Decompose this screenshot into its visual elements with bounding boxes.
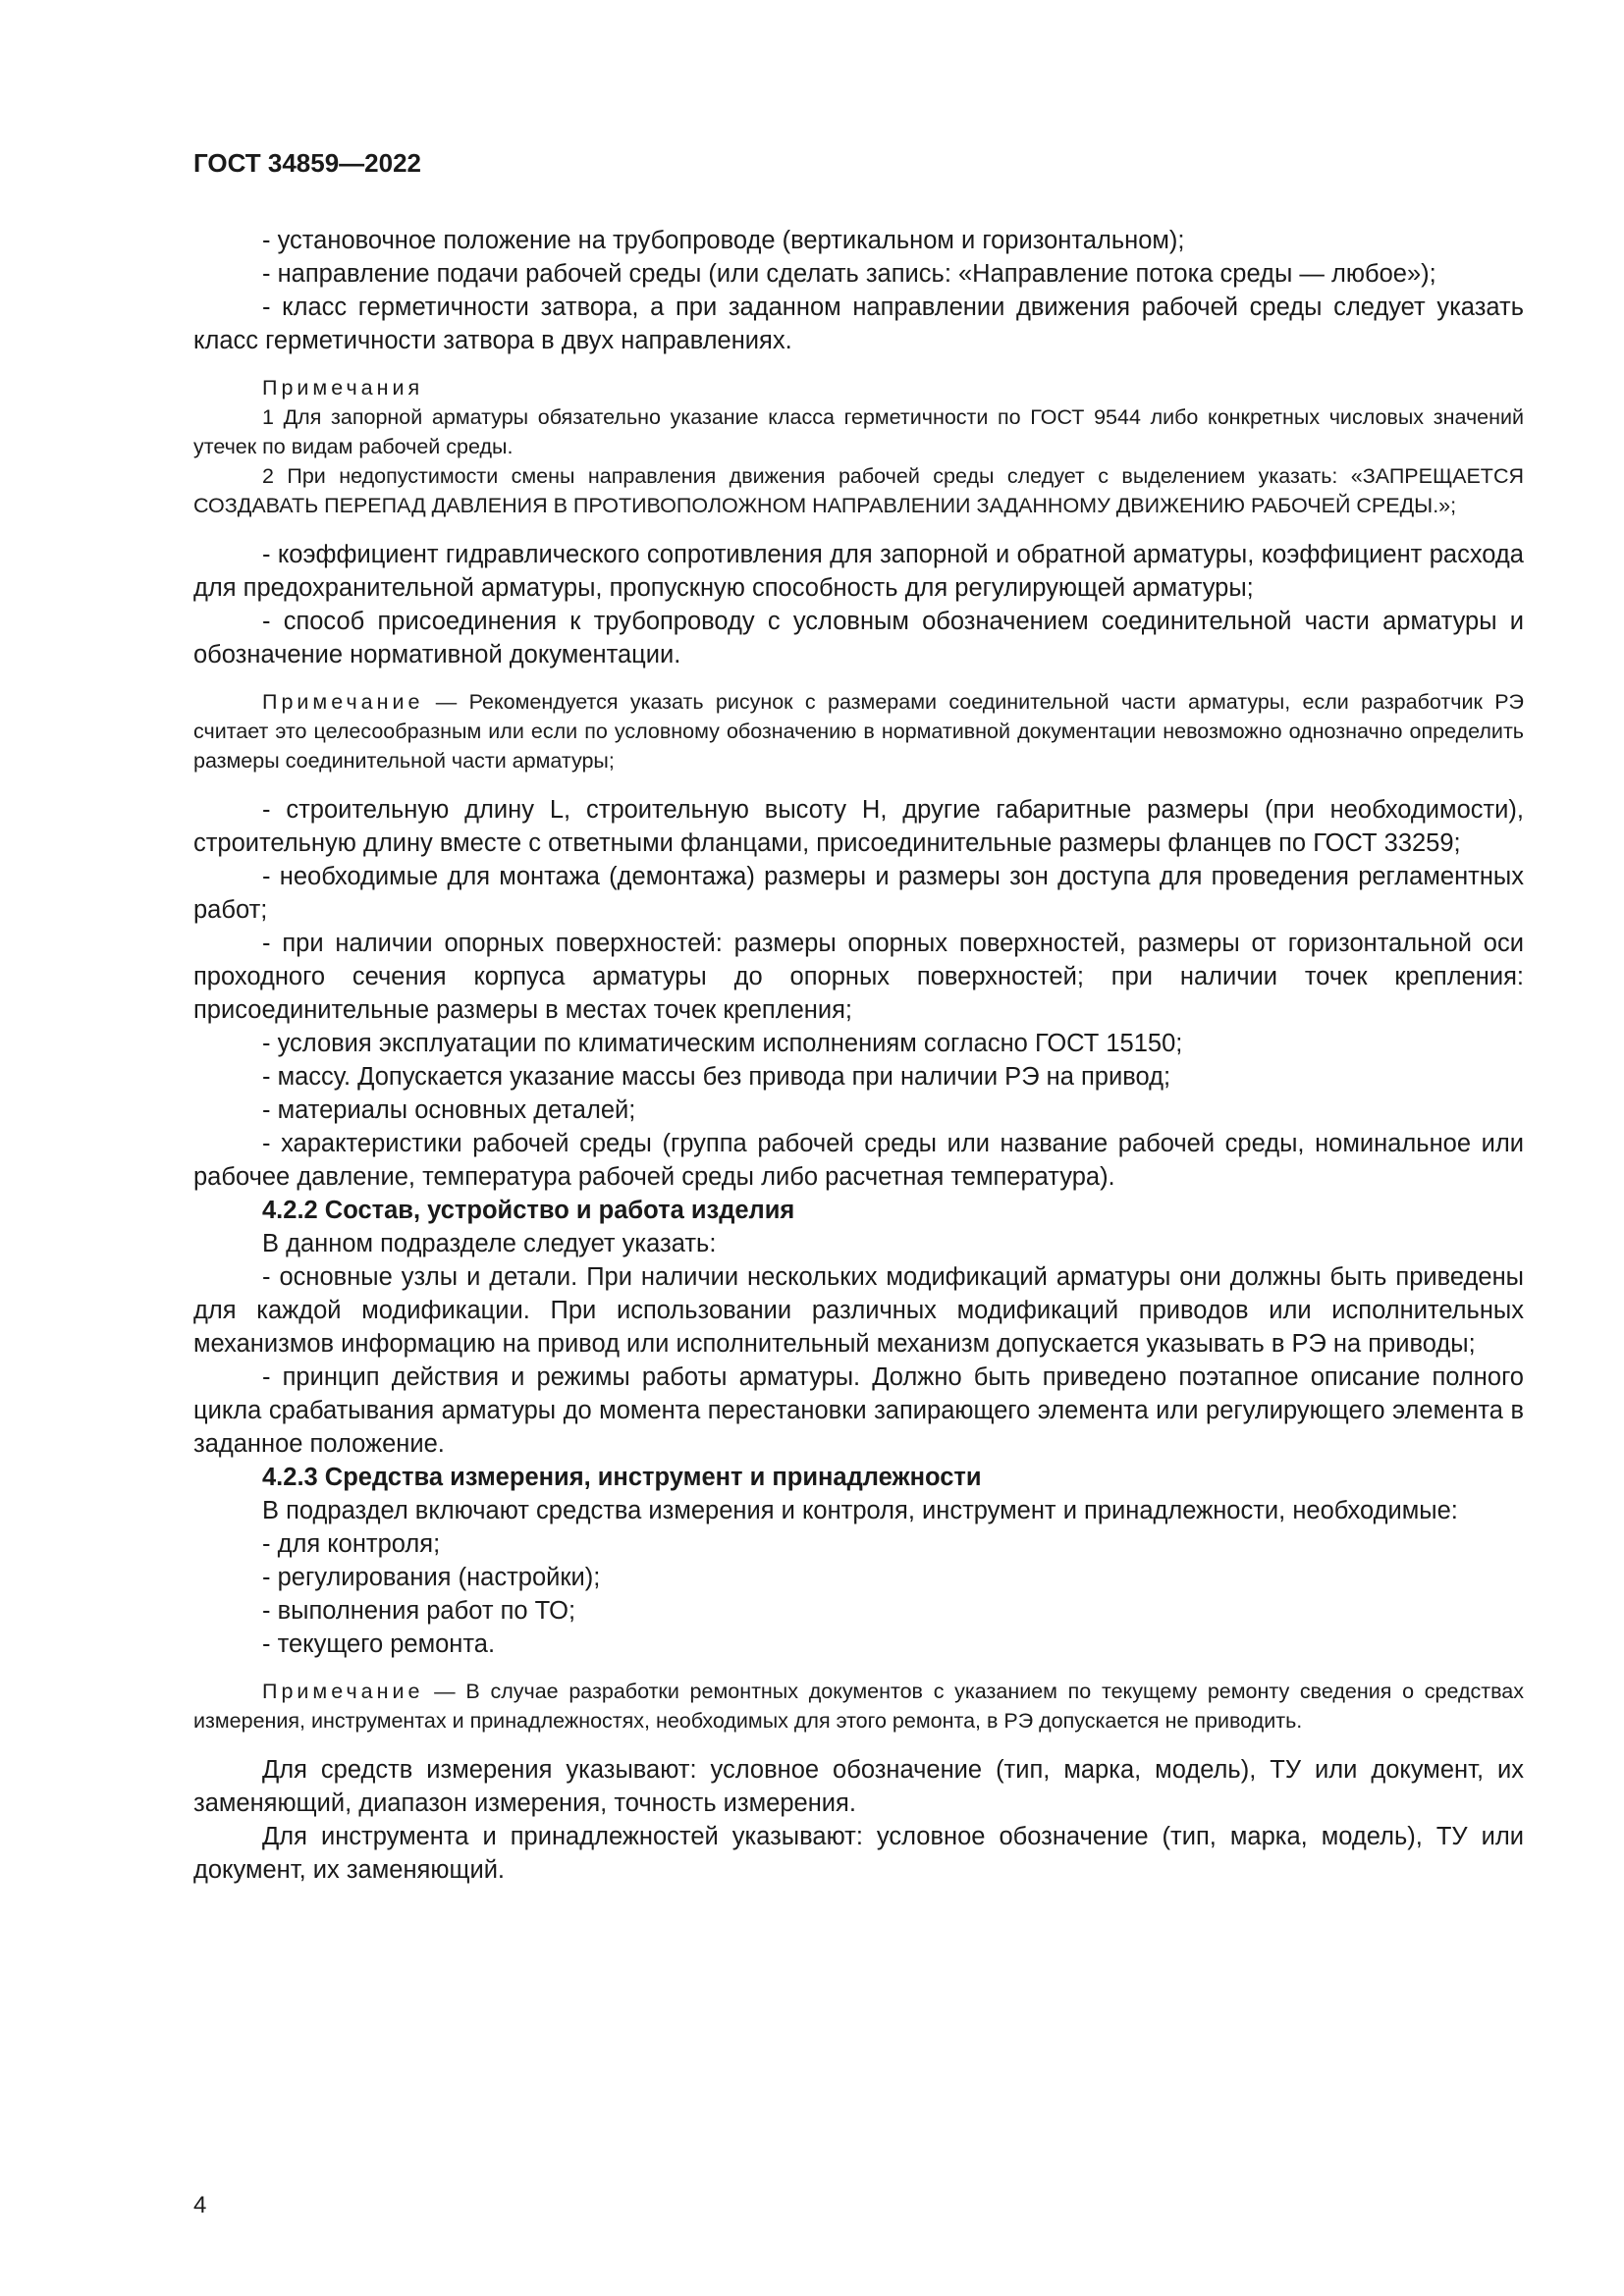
note-label: Примечание: [262, 690, 424, 714]
document-page: [193, 147, 1524, 1887]
notes-block: [193, 373, 1524, 520]
document-body: [193, 224, 1524, 1887]
list-item: - материалы основных деталей;: [262, 1096, 636, 1124]
note-block: [193, 1677, 1524, 1735]
list-item: - выполнения работ по ТО;: [262, 1597, 576, 1625]
list-item: - регулирования (настройки);: [262, 1564, 601, 1591]
document-code-header: ГОСТ 34859—2022: [193, 148, 421, 178]
list-item: - направление подачи рабочей среды (или сделать запись: «Направление потока среды — любое»);: [262, 260, 1436, 288]
list-item: - необходимые для монтажа (демонтажа) размеры и размеры зон доступа для проведения регламентных работ;: [193, 863, 1524, 924]
note-text: — В случае разработки ремонтных документов с указанием по текущему ремонту сведения о средствах измерения, инструментах и принадлежностях, необходимых для этого ремонта, в РЭ допускается не приводить.: [193, 1680, 1524, 1733]
list-item: - класс герметичности затвора, а при заданном направлении движения рабочей среды следует указать класс герметичности затвора в двух направлениях.: [193, 294, 1524, 354]
note-paragraph: [193, 687, 1524, 775]
list-item: - при наличии опорных поверхностей: размеры опорных поверхностей, размеры от горизонтальной оси проходного сечения корпуса арматуры до опорных поверхностей; при наличии точек крепления: присоединительные размеры в местах точек крепления;: [193, 930, 1524, 1024]
notes-title: Примечания: [262, 376, 424, 400]
list-item: - установочное положение на трубопроводе (вертикальном и горизонтальном);: [262, 227, 1185, 254]
list-item: - условия эксплуатации по климатическим исполнениям согласно ГОСТ 15150;: [262, 1030, 1183, 1057]
list-item: - основные узлы и детали. При наличии нескольких модификаций арматуры они должны быть приведены для каждой модификации. При использовании различных модификаций приводов или исполнительных механизмов информацию на привод или исполнительный механизм допускается указывать в РЭ на приводы;: [193, 1263, 1524, 1358]
note-text: — Рекомендуется указать рисунок с размерами соединительной части арматуры, если разработчик РЭ считает это целесообразным или если по условному обозначению в нормативной документации невозможно однозначно определить размеры соединительной части арматуры;: [193, 690, 1524, 773]
list-item: - характеристики рабочей среды (группа рабочей среды или название рабочей среды, номинальное или рабочее давление, температура рабочей среды либо расчетная температура).: [193, 1130, 1524, 1191]
paragraph: Для инструмента и принадлежностей указывают: условное обозначение (тип, марка, модель), ТУ или документ, их заменяющий.: [193, 1823, 1524, 1884]
section-heading-4-2-3: 4.2.3 Средства измерения, инструмент и принадлежности: [262, 1464, 982, 1491]
note-item: 1 Для запорной арматуры обязательно указание класса герметичности по ГОСТ 9544 либо конкретных числовых значений утечек по видам рабочей среды.: [193, 405, 1524, 458]
list-item: - способ присоединения к трубопроводу с условным обозначением соединительной части арматуры и обозначение нормативной документации.: [193, 608, 1524, 668]
list-item: - строительную длину L, строительную высоту H, другие габаритные размеры (при необходимости), строительную длину вместе с ответными фланцами, присоединительные размеры фланцев по ГОСТ 33259;: [193, 796, 1524, 857]
list-item: - текущего ремонта.: [262, 1630, 496, 1658]
paragraph: Для средств измерения указывают: условное обозначение (тип, марка, модель), ТУ или документ, их заменяющий, диапазон измерения, точность измерения.: [193, 1756, 1524, 1817]
note-item: 2 При недопустимости смены направления движения рабочей среды следует с выделением указать: «ЗАПРЕЩАЕТСЯ СОЗДАВАТЬ ПЕРЕПАД ДАВЛЕНИЯ В ПРОТИВОПОЛОЖНОМ НАПРАВЛЕНИИ ЗАДАННОМУ ДВИЖЕНИЮ РАБОЧЕЙ СРЕДЫ.»;: [193, 464, 1524, 517]
section-heading-4-2-2: 4.2.2 Состав, устройство и работа изделия: [262, 1197, 795, 1224]
paragraph: В подраздел включают средства измерения и контроля, инструмент и принадлежности, необходимые:: [262, 1497, 1458, 1524]
note-block: [193, 687, 1524, 775]
list-item: - коэффициент гидравлического сопротивления для запорной и обратной арматуры, коэффициент расхода для предохранительной арматуры, пропускную способность для регулирующей арматуры;: [193, 541, 1524, 602]
list-item: - для контроля;: [262, 1530, 441, 1558]
list-item: - принцип действия и режимы работы арматуры. Должно быть приведено поэтапное описание полного цикла срабатывания арматуры до момента перестановки запирающего элемента или регулирующего элемента в заданное положение.: [193, 1363, 1524, 1458]
note-paragraph: [193, 1677, 1524, 1735]
note-label: Примечание: [262, 1680, 424, 1703]
page-number: 4: [193, 2192, 207, 2218]
paragraph: В данном подразделе следует указать:: [262, 1230, 717, 1257]
list-item: - массу. Допускается указание массы без привода при наличии РЭ на привод;: [262, 1063, 1171, 1091]
